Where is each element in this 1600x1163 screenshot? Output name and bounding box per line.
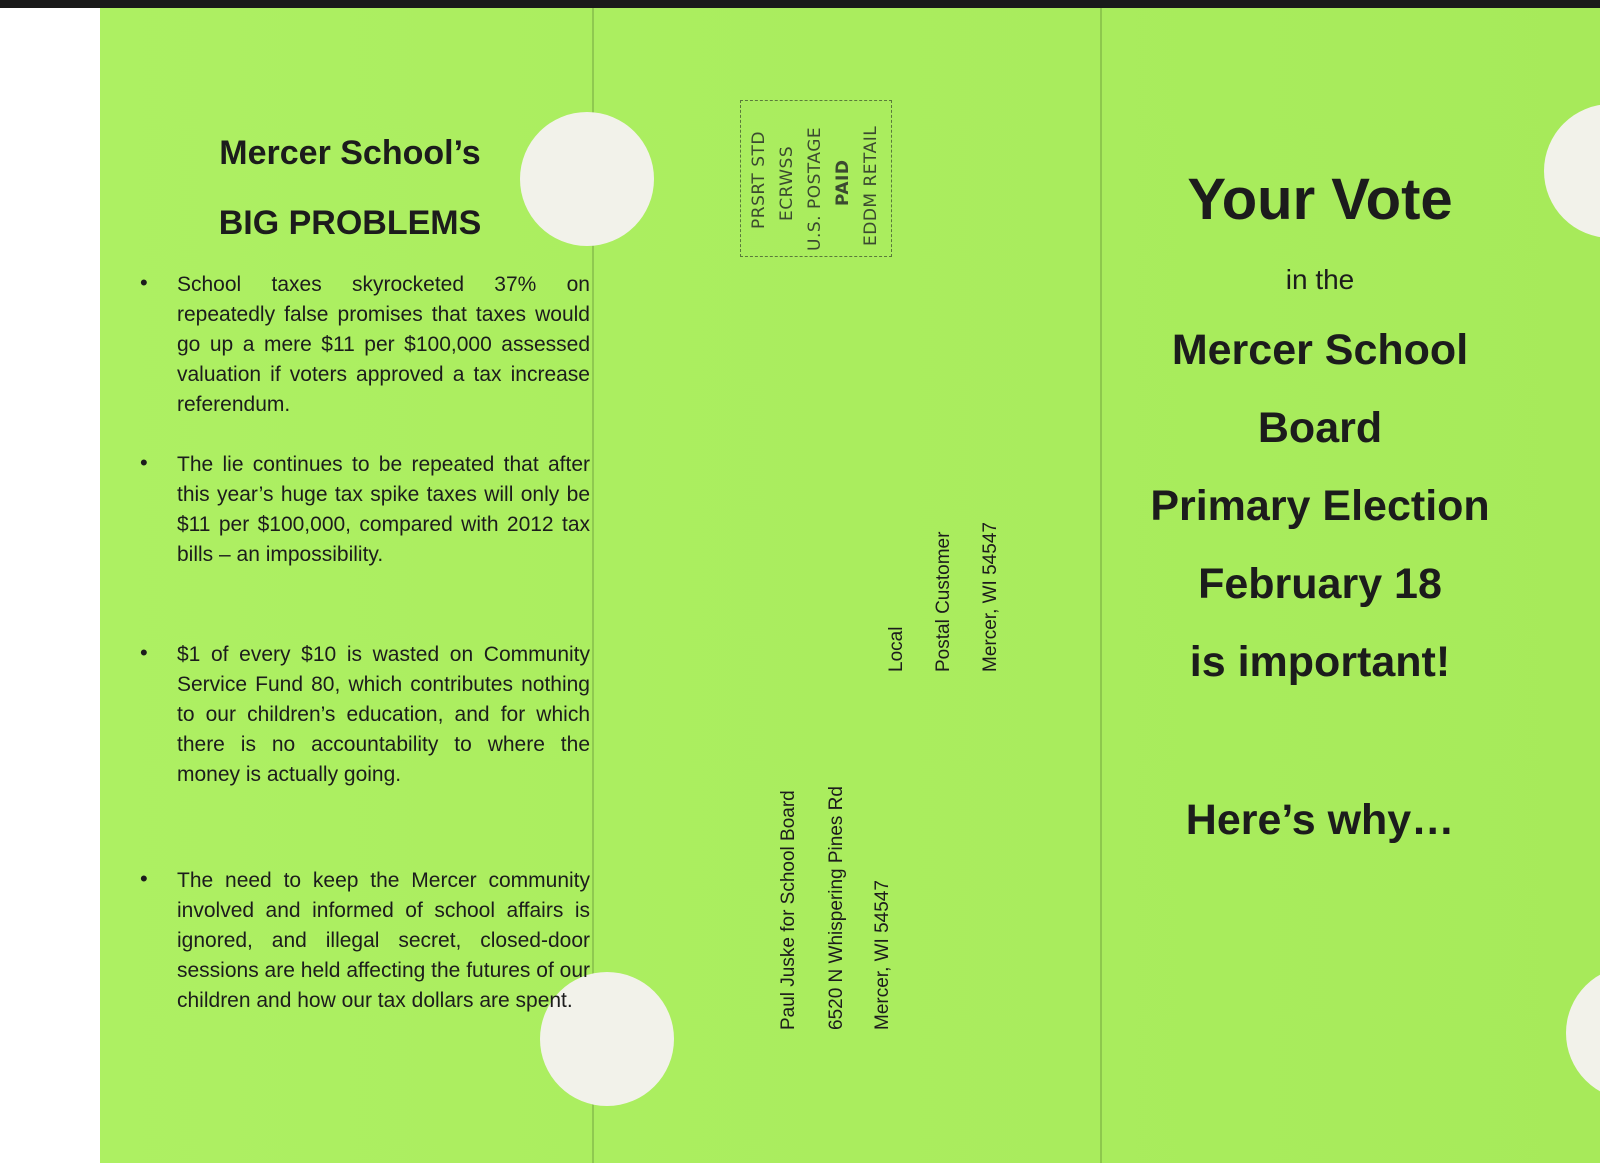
sender-line: 6520 N Whispering Pines Rd	[826, 786, 847, 1030]
problems-title: Mercer School’s	[219, 134, 481, 172]
bullet-dot: •	[140, 450, 148, 475]
vote-line: Primary Election	[1150, 482, 1490, 530]
vote-headline: Your Vote	[1187, 167, 1453, 232]
vote-line: February 18	[1198, 560, 1442, 608]
vote-line: Board	[1257, 404, 1383, 452]
bullet-text: The lie continues to be repeated that after this year’s huge tax spike taxes will only be $11 per $100,000, compared with 2012 tax bills – an impossibility.	[177, 453, 590, 566]
vote-line: is important!	[1189, 638, 1451, 686]
sender-line: Mercer, WI 54547	[872, 880, 893, 1030]
recipient-line: Postal Customer	[933, 531, 954, 672]
bullet-dot: •	[140, 866, 148, 891]
scan-top-edge	[0, 0, 1600, 8]
hole-notch	[520, 112, 654, 246]
postage-line: U.S. POSTAGE	[805, 126, 825, 251]
postage-line: PAID	[833, 159, 853, 206]
problems-subtitle: BIG PROBLEMS	[218, 204, 482, 242]
recipient-line: Mercer, WI 54547	[980, 522, 1001, 672]
bullet-text: The need to keep the Mercer community involved and informed of school affairs is ignored, and illegal secret, closed-door sessions are held affecting the futures of our children and how our tax dollars are spent.	[177, 869, 590, 1012]
heres-why-callout: Here’s why…	[1185, 796, 1455, 844]
vote-line: Mercer School	[1171, 326, 1469, 374]
postage-line: ECRWSS	[777, 145, 797, 221]
sender-line: Paul Juske for School Board	[778, 790, 799, 1030]
vote-subline: in the	[1285, 264, 1355, 295]
postage-line: EDDM RETAIL	[861, 125, 881, 246]
recipient-line: Local	[886, 626, 907, 672]
bullet-text: $1 of every $10 is wasted on Community Service Fund 80, which contributes nothing to our children’s education, and for which there is no accountability to where the money is actually going.	[177, 643, 590, 786]
bullet-dot: •	[140, 640, 148, 665]
bullet-text: School taxes skyrocketed 37% on repeatedly false promises that taxes would go up a mere $11 per $100,000 assessed valuation if voters approved a tax increase referendum.	[177, 273, 590, 416]
postage-indicia	[740, 100, 892, 257]
postage-line: PRSRT STD	[749, 131, 769, 229]
bullet-dot: •	[140, 270, 148, 295]
